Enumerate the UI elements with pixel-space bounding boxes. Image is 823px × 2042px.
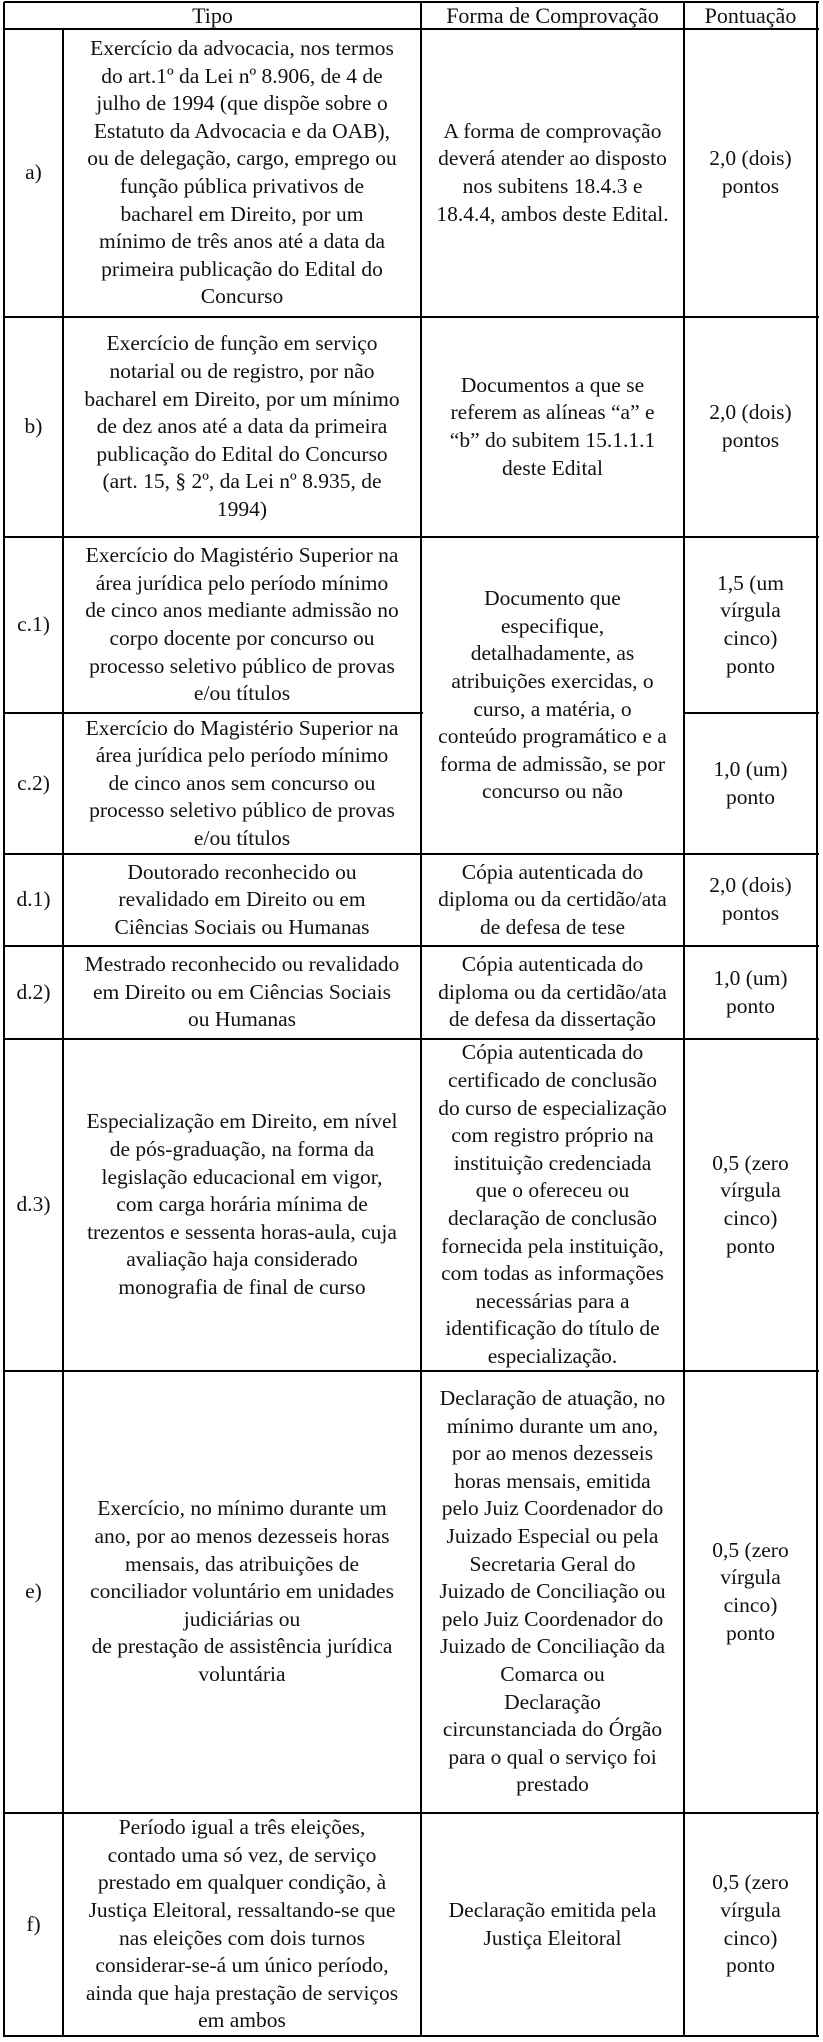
cell-text: Pontuação — [704, 2, 797, 28]
cell-line: de prestação de assistência jurídica — [91, 1634, 393, 1659]
table-rule — [420, 2, 422, 2037]
cell-line: mínimo durante um ano, — [446, 1413, 659, 1438]
table-rule — [4, 1370, 819, 1372]
cell-line: e/ou títulos — [193, 825, 291, 850]
cell-line: especifique, — [500, 613, 605, 638]
cell-line: Exercício de função em serviço — [106, 331, 378, 356]
cell-line: Declaração — [504, 1689, 601, 1714]
row-label — [4, 537, 63, 713]
cell-line: instituição credenciada — [453, 1150, 652, 1175]
cell-line: ou Humanas — [187, 1007, 297, 1032]
cell-line: Juizado de Conciliação da — [439, 1634, 666, 1659]
cell-line: ainda que haja prestação de serviços — [85, 1980, 399, 2005]
cell-line: cinco) — [723, 1925, 778, 1950]
cell-text: e) — [25, 1579, 42, 1604]
cell-line: Secretaria Geral do — [469, 1551, 636, 1576]
cell-line: Comarca ou — [500, 1661, 605, 1686]
cell-line: Período igual a três eleições, — [118, 1815, 366, 1840]
table-rule — [683, 2, 685, 2037]
cell-line: função pública privativos de — [119, 174, 365, 198]
cell-line: 2,0 (dois) — [709, 400, 792, 425]
cell-line: primeira publicação do Edital do — [101, 256, 383, 281]
cell-line: com todas as informações — [441, 1261, 664, 1286]
cell-line: curso, a matéria, o — [473, 696, 632, 721]
cell-line: “b” do subitem 15.1.1.1 — [449, 428, 656, 452]
cell-line: detalhadamente, as — [470, 641, 635, 666]
cell-line: 0,5 (zero — [712, 1150, 789, 1175]
cell-line: de cinco anos mediante admissão no — [85, 598, 399, 623]
cell-line: Exercício, no mínimo durante um — [97, 1496, 387, 1521]
cell-line: de dez anos até a data da primeira — [96, 414, 388, 439]
tipo-cell — [63, 317, 421, 537]
cell-line: cinco) — [723, 1593, 778, 1617]
table-rule — [4, 853, 819, 855]
tipo-cell — [63, 537, 421, 713]
cell-line: 1,0 (um) — [713, 965, 788, 990]
cell-line: pontos — [721, 428, 780, 452]
cell-line: forma de admissão, se por — [439, 751, 666, 776]
cell-line: cinco) — [723, 1206, 778, 1230]
cell-text: b) — [24, 414, 43, 439]
cell-line: Exercício do Magistério Superior na — [85, 715, 399, 740]
cell-line: legislação educacional em vigor, — [101, 1164, 383, 1189]
cell-line: vírgula — [720, 1565, 781, 1590]
cell-line: Juizado Especial ou pela — [446, 1524, 659, 1549]
cell-line: ponto — [726, 993, 775, 1018]
table-rule — [4, 945, 819, 947]
cell-line: ponto — [726, 1620, 775, 1645]
cell-line: declaração de conclusão — [448, 1206, 657, 1230]
cell-line: do curso de especialização — [438, 1095, 667, 1120]
cell-line: voluntária — [198, 1661, 286, 1686]
header-forma — [421, 2, 684, 29]
cell-line: Documento que — [484, 586, 621, 611]
pontuacao-cell — [684, 1371, 817, 1813]
pontuacao-cell — [684, 854, 817, 946]
cell-line: vírgula — [720, 598, 781, 623]
cell-line: Exercício da advocacia, nos termos — [90, 36, 394, 61]
cell-line: Especialização em Direito, em nível — [86, 1109, 398, 1134]
cell-line: diploma ou da certidão/ata — [438, 887, 667, 912]
cell-line: pontos — [721, 174, 780, 198]
row-label — [4, 854, 63, 946]
cell-line: 0,5 (zero — [712, 1870, 789, 1895]
table-rule — [4, 28, 819, 30]
cell-line: para o qual o serviço foi — [448, 1744, 657, 1769]
cell-text: d.1) — [16, 887, 51, 912]
forma-cell — [421, 946, 684, 1039]
cell-line: pontos — [721, 901, 780, 925]
cell-line: do art.1º da Lei nº 8.906, de 4 de — [101, 63, 383, 88]
cell-line: Cópia autenticada do — [461, 1040, 644, 1065]
table-rule — [4, 712, 423, 714]
cell-line: mínimo de três anos até a data da — [99, 229, 385, 254]
cell-line: concurso ou não — [482, 779, 623, 804]
cell-line: ponto — [726, 784, 775, 809]
header-tipo — [4, 2, 421, 29]
table-rule — [4, 316, 819, 318]
cell-line: processo seletivo público de provas — [89, 798, 395, 823]
cell-line: Ciências Sociais ou Humanas — [114, 914, 370, 939]
cell-line: com registro próprio na — [451, 1123, 654, 1148]
tipo-cell — [63, 1813, 421, 2036]
cell-line: contado uma só vez, de serviço — [107, 1842, 377, 1867]
cell-line: pelo Juiz Coordenador do — [441, 1496, 664, 1521]
cell-line: Exercício do Magistério Superior na — [85, 543, 399, 568]
cell-line: judiciárias ou — [183, 1606, 301, 1631]
cell-line: prestado — [516, 1772, 589, 1797]
cell-line: considerar-se-á um único período, — [95, 1953, 389, 1978]
cell-line: vírgula — [720, 1897, 781, 1922]
cell-line: ano, por ao menos dezesseis horas — [94, 1524, 390, 1549]
cell-line: Justiça Eleitoral — [483, 1925, 622, 1950]
cell-line: mensais, das atribuições de — [124, 1551, 360, 1576]
forma-cell — [421, 317, 684, 537]
cell-line: ponto — [726, 1233, 775, 1258]
cell-line: bacharel em Direito, por um — [120, 201, 364, 226]
cell-line: deverá atender ao disposto — [438, 146, 667, 171]
table-rule — [4, 2035, 819, 2037]
cell-line: bacharel em Direito, por um mínimo — [84, 386, 400, 411]
cell-line: pelo Juiz Coordenador do — [441, 1606, 664, 1631]
cell-text: f) — [26, 1911, 41, 1936]
cell-line: Doutorado reconhecido ou — [127, 859, 357, 884]
cell-line: 1994) — [216, 496, 268, 521]
cell-line: nas eleições com dois turnos — [118, 1925, 365, 1950]
tipo-cell — [63, 1039, 421, 1371]
cell-line: identificação do título de — [445, 1316, 660, 1341]
tipo-cell — [63, 1371, 421, 1813]
cell-line: trezentos e sessenta horas-aula, cuja — [87, 1219, 397, 1244]
cell-line: circunstanciada do Órgão — [442, 1717, 663, 1742]
header-pontuacao — [684, 2, 817, 29]
cell-line: A forma de comprovação — [443, 118, 662, 143]
forma-cell — [421, 854, 684, 946]
cell-line: que o ofereceu ou — [475, 1178, 630, 1203]
cell-line: referem as alíneas “a” e — [450, 400, 655, 425]
cell-line: 2,0 (dois) — [709, 146, 792, 171]
cell-text: d.3) — [16, 1192, 51, 1217]
cell-line: conteúdo programático e a — [438, 724, 667, 749]
cell-text: d.2) — [16, 979, 51, 1004]
cell-line: processo seletivo público de provas — [89, 653, 395, 678]
cell-line: conciliador voluntário em unidades — [90, 1579, 394, 1604]
cell-text: a) — [25, 160, 42, 185]
cell-line: Justiça Eleitoral, ressaltando-se que — [88, 1897, 396, 1922]
cell-line: Declaração emitida pela — [448, 1897, 657, 1922]
cell-line: Cópia autenticada do — [461, 859, 644, 884]
tipo-cell — [63, 29, 421, 317]
cell-line: Mestrado reconhecido ou revalidado — [84, 952, 400, 977]
cell-text: c.1) — [17, 612, 50, 637]
cell-line: de defesa da dissertação — [448, 1007, 657, 1032]
cell-line: por ao menos dezesseis — [451, 1441, 654, 1466]
forma-cell — [421, 1039, 684, 1371]
cell-line: diploma ou da certidão/ata — [438, 979, 667, 1004]
row-label — [4, 29, 63, 317]
cell-line: horas mensais, emitida — [454, 1468, 651, 1493]
cell-line: fornecida pela instituição, — [441, 1233, 664, 1258]
row-label — [4, 946, 63, 1039]
cell-line: Estatuto da Advocacia e da OAB), — [93, 118, 391, 143]
cell-line: Declaração de atuação, no — [439, 1386, 666, 1411]
cell-line: corpo docente por concurso ou — [109, 626, 375, 650]
cell-text: c.2) — [17, 770, 50, 795]
row-label — [4, 317, 63, 537]
cell-line: (art. 15, § 2º, da Lei nº 8.935, de — [102, 469, 382, 494]
cell-line: Concurso — [200, 284, 284, 309]
cell-line: deste Edital — [502, 455, 603, 480]
table-rule — [3, 2, 5, 2037]
cell-line: Cópia autenticada do — [461, 952, 644, 977]
tipo-cell — [63, 854, 421, 946]
forma-cell — [421, 1371, 684, 1813]
row-label — [4, 713, 63, 854]
row-label — [4, 1039, 63, 1371]
cell-line: ponto — [726, 653, 775, 678]
forma-cell — [421, 1813, 684, 2036]
table-rule — [62, 29, 64, 2037]
cell-line: 1,5 (um — [717, 570, 784, 595]
table-rule — [4, 1, 819, 3]
cell-line: e/ou títulos — [193, 681, 291, 706]
cell-line: revalidado em Direito ou em — [118, 887, 366, 912]
pontuacao-cell — [684, 1813, 817, 2036]
cell-line: publicação do Edital do Concurso — [96, 441, 388, 466]
cell-line: Juizado de Conciliação ou — [439, 1579, 666, 1604]
cell-line: de defesa de tese — [479, 914, 626, 939]
tipo-cell — [63, 946, 421, 1039]
pontuacao-cell — [684, 537, 817, 713]
row-label — [4, 1371, 63, 1813]
pontuacao-cell — [684, 713, 817, 854]
cell-line: nos subitens 18.4.3 e — [462, 174, 643, 198]
forma-cell — [421, 29, 684, 317]
cell-line: área jurídica pelo período mínimo — [95, 743, 389, 768]
cell-line: notarial ou de registro, por não — [109, 359, 375, 384]
cell-line: de cinco anos sem concurso ou — [108, 770, 376, 795]
cell-line: 0,5 (zero — [712, 1537, 789, 1562]
table-rule — [4, 536, 819, 538]
cell-line: avaliação haja considerado — [126, 1247, 358, 1272]
cell-line: especialização. — [487, 1343, 618, 1368]
cell-line: em Direito ou em Ciências Sociais — [93, 979, 391, 1004]
cell-line: área jurídica pelo período mínimo — [95, 570, 389, 595]
cell-line: em ambos — [198, 2008, 286, 2033]
pontuacao-cell — [684, 1039, 817, 1371]
table-rule — [4, 1038, 819, 1040]
cell-line: ou de delegação, cargo, emprego ou — [87, 146, 397, 171]
row-label — [4, 1813, 63, 2036]
cell-line: com carga horária mínima de — [116, 1192, 368, 1217]
cell-text: Forma de Comprovação — [446, 2, 659, 28]
cell-line: atribuições exercidas, o — [451, 668, 654, 693]
table-rule — [684, 712, 819, 714]
table-rule — [4, 1812, 819, 1814]
cell-line: necessárias para a — [475, 1288, 630, 1313]
cell-line: prestado em qualquer condição, à — [97, 1870, 387, 1895]
cell-line: 2,0 (dois) — [709, 873, 792, 898]
cell-line: certificado de conclusão — [448, 1068, 657, 1093]
cell-line: monografia de final de curso — [118, 1274, 366, 1299]
pontuacao-cell — [684, 29, 817, 317]
cell-line: 18.4.4, ambos deste Edital. — [436, 201, 669, 226]
cell-text: Tipo — [192, 2, 233, 28]
cell-line: ponto — [726, 1953, 775, 1978]
pontuacao-cell — [684, 946, 817, 1039]
pontuacao-cell — [684, 317, 817, 537]
cell-line: cinco) — [723, 626, 778, 650]
forma-cell-merged — [421, 537, 684, 854]
cell-line: de pós-graduação, na forma da — [109, 1137, 375, 1162]
table-rule — [816, 2, 818, 2037]
cell-line: julho de 1994 (que dispõe sobre o — [96, 91, 388, 116]
cell-line: vírgula — [720, 1178, 781, 1203]
tipo-cell — [63, 713, 421, 854]
cell-line: 1,0 (um) — [713, 756, 788, 781]
cell-line: Documentos a que se — [460, 372, 645, 397]
